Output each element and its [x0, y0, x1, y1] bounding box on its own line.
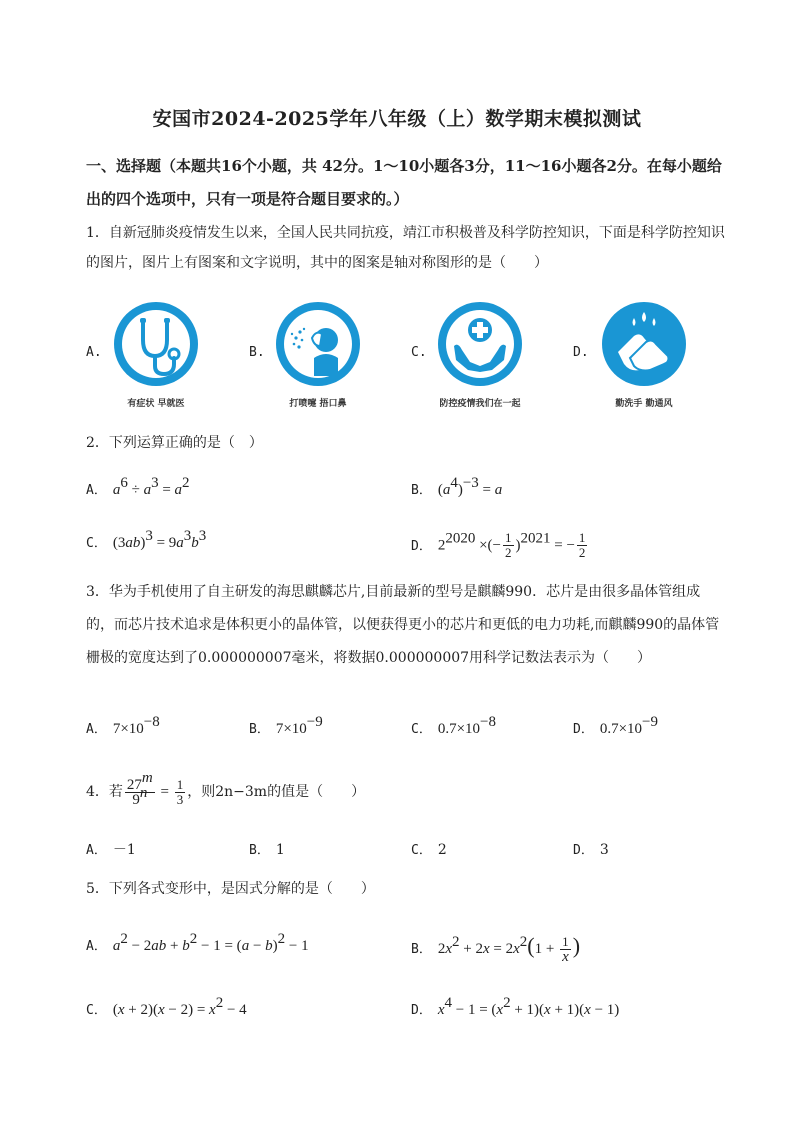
question-1-text: 1．自新冠肺炎疫情发生以来，全国人民共同抗疫，靖江市积极普及科学防控知识，下面是科学防控知识的图片，图片上有图案和文字说明，其中的图案是轴对称图形的是（ ）	[86, 225, 725, 271]
q1-option-c-label[interactable]: C.	[411, 345, 427, 360]
q4-fraction-right: $\frac{1}{3}$	[176, 776, 184, 807]
q1-option-c-caption: 防控疫情我们在一起	[439, 399, 521, 409]
q2-option-c[interactable]: C． $(3ab)^3 = 9a^3b^3$	[86, 528, 207, 551]
handwash-icon	[600, 300, 688, 388]
q3-option-a[interactable]: A． $7\times 10^{-8}$	[86, 714, 160, 737]
stethoscope-icon	[112, 300, 200, 388]
q4-option-a[interactable]: A． －1	[86, 842, 136, 858]
q3-option-b[interactable]: B． $7\times 10^{-9}$	[249, 714, 323, 737]
q4-option-b[interactable]: B． 1	[249, 842, 285, 858]
q4-option-c[interactable]: C． 2	[411, 842, 447, 858]
q5-option-c[interactable]: C． $(x + 2)(x - 2) = x^2 - 4$	[86, 995, 247, 1018]
q1-option-b-caption: 打喷嚏 捂口鼻	[289, 399, 347, 409]
sneeze-icon	[274, 300, 362, 388]
q2-option-a[interactable]: A． $a^6 \div a^3 = a^2$	[86, 475, 190, 498]
question-5-text: 5．下列各式变形中，是因式分解的是（ ）	[86, 881, 375, 897]
q1-option-a-label[interactable]: A.	[86, 345, 102, 360]
question-3-text: 3．华为手机使用了自主研发的海思麒麟芯片,目前最新的型号是麒麟990．芯片是由很多晶体管组成的，而芯片技术追求是体积更小的晶体管，以便获得更小的芯片和更低的电力功耗,而麒麟990的晶体管栅极的宽度达到了0.000000007毫米，将数据0.000000007用科学记数法表示为（ ）	[86, 584, 720, 666]
q2-option-b[interactable]: B． $(a^4)^{-3} = a$	[411, 475, 503, 498]
q5-option-d[interactable]: D． $x^4 - 1 = (x^2 + 1)(x + 1)(x - 1)$	[411, 995, 620, 1018]
section-heading: 一、选择题（本题共16个小题，共 42分。1～10小题各3分，11～16小题各2分。在每小题给出的四个选项中，只有一项是符合题目要求的。）	[86, 157, 722, 208]
question-2-text: 2．下列运算正确的是（ ）	[86, 435, 263, 451]
exam-title: 安国市2024-2025学年八年级（上）数学期末模拟测试	[152, 108, 642, 130]
q3-option-d[interactable]: D． $0.7\times 10^{-9}$	[573, 714, 659, 737]
q4-fraction-left: $\frac{27^m}{9^n}$	[126, 769, 153, 808]
q1-option-d-caption: 勤洗手 勤通风	[615, 399, 673, 409]
q5-option-b[interactable]: B． $2x^2 + 2x = 2x^2(1$ + $\frac{1}{x}$ )	[411, 933, 581, 965]
hands-cross-icon	[436, 300, 524, 388]
question-4-text: 4．若 $\frac{27^m}{9^n}$ = $\frac{1}{3}$ ，则2n−3m的值是（ ）	[86, 769, 366, 808]
q1-option-a-caption: 有症状 早就医	[127, 399, 185, 409]
q1-option-d-label[interactable]: D.	[573, 345, 589, 360]
q4-option-d[interactable]: D． 3	[573, 842, 609, 858]
q2-option-d[interactable]: D． $2^{2020}$ ×(− $\frac{1}{2}$ )$^{2021}$ = − $\frac{1}{2}$	[411, 530, 586, 560]
q3-option-c[interactable]: C． $0.7\times 10^{-8}$	[411, 714, 497, 737]
q1-option-b-label[interactable]: B.	[249, 345, 265, 360]
q5-option-a[interactable]: A． $a^2 - 2ab + b^2 - 1 = (a - b)^2 - 1$	[86, 931, 309, 954]
